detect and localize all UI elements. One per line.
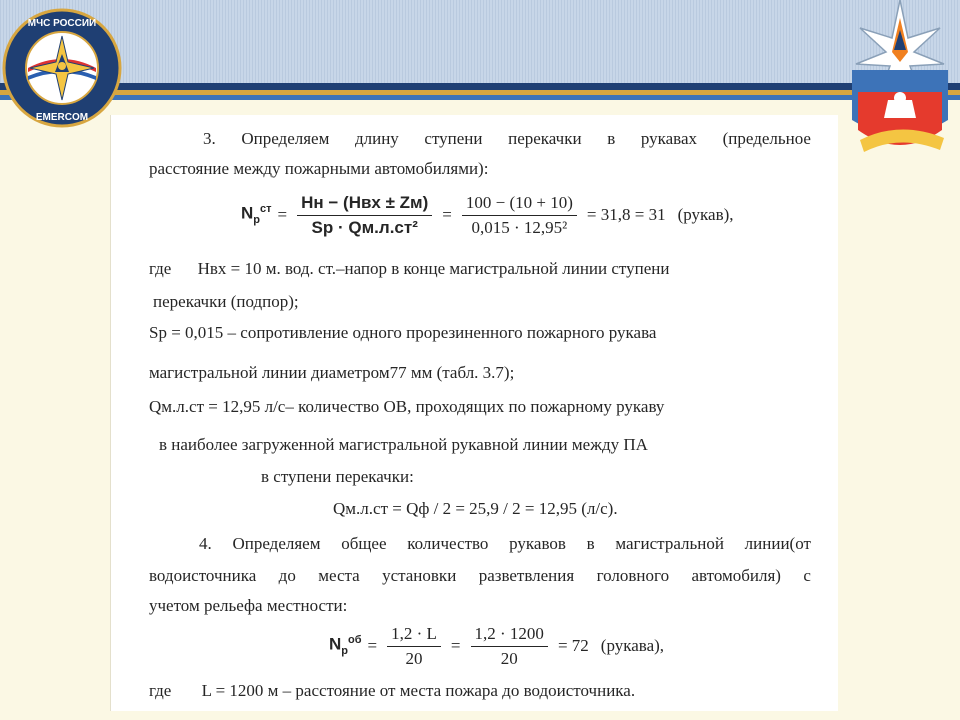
where-label: где (149, 259, 172, 278)
h-definition-line2: перекачки (подпор); (153, 292, 299, 311)
equals-sign: = (277, 205, 288, 224)
l-definition-text: L = 1200 м – расстояние от места пожара до водоисточника. (201, 681, 636, 700)
word: головного (596, 566, 670, 585)
word: 3. (203, 129, 216, 148)
formula-lhs: $N_р^{об}$ (329, 634, 362, 658)
word: рукавах (640, 129, 697, 148)
word: количество (407, 534, 489, 553)
word: разветвления (478, 566, 575, 585)
formula-fraction-1 (387, 624, 441, 669)
step4-formula (329, 618, 664, 674)
word: автомобиля) (691, 566, 781, 585)
formula-unit: (рукав), (677, 205, 734, 224)
word: в (586, 534, 595, 553)
fraction-denominator: 20 (500, 648, 518, 668)
header-stripe-blue (0, 95, 960, 100)
q-definition: Qм.л.ст = 12,95 л/с– количество ОВ, проходящих по пожарному рукаву (149, 397, 665, 416)
equals-sign: = (450, 636, 461, 655)
word: места (318, 566, 360, 585)
svg-text:EMERCOM: EMERCOM (35, 112, 89, 123)
header-band (0, 0, 960, 84)
formula-unit: (рукава), (600, 636, 665, 655)
fraction-numerator: 100 − (10 + 10) (462, 193, 577, 216)
word: длину (354, 129, 399, 148)
word: с (803, 566, 811, 585)
regional-emblem (840, 0, 960, 170)
word: (предельное (722, 129, 811, 148)
formula-fraction-2 (462, 193, 577, 238)
document-page (110, 115, 838, 711)
q-definition-line3: в ступени перекачки: (261, 467, 414, 486)
word: водоисточника (149, 566, 257, 585)
fraction-numerator: 1,2 · 1200 (471, 624, 548, 647)
step3-formula (241, 187, 734, 243)
s-definition: Sр = 0,015 – сопротивление одного прорезиненного пожарного рукава (149, 323, 657, 342)
fraction-numerator: 1,2 · L (387, 624, 441, 647)
word: установки (382, 566, 457, 585)
step4-intro-line1 (199, 534, 811, 554)
step4-intro-line2 (149, 566, 811, 586)
q-formula: Qм.л.ст = Qф / 2 = 25,9 / 2 = 12,95 (л/с). (333, 499, 618, 518)
word: Определяем (232, 534, 321, 553)
formula-fraction-2 (471, 624, 548, 669)
h-definition (149, 259, 669, 279)
step4-intro-line3: учетом рельефа местности: (149, 596, 348, 615)
formula-result: = 31,8 = 31 (586, 205, 666, 224)
word: общее (341, 534, 387, 553)
equals-sign: = (367, 636, 378, 655)
emercom-logo-text: МЧС РОССИИ (27, 18, 97, 29)
l-definition (149, 681, 635, 701)
step3-intro-line2: расстояние между пожарными автомобилями): (149, 159, 489, 178)
where-label: где (149, 681, 172, 700)
formula-result: = 72 (557, 636, 589, 655)
fraction-denominator: Sр · Qм.л.ст² (311, 217, 418, 237)
word: до (278, 566, 296, 585)
fraction-numerator: Hн − (Hвх ± Zм) (297, 193, 432, 216)
word: в (607, 129, 616, 148)
formula-fraction-1 (297, 193, 432, 238)
formula-lhs: $N_р^{ст}$ (241, 203, 272, 227)
q-definition-line2: в наиболее загруженной магистральной рукавной линии между ПА (159, 435, 648, 454)
equals-sign: = (442, 205, 452, 224)
emercom-logo (0, 6, 124, 130)
h-definition-text: Hвх = 10 м. вод. ст.–напор в конце магистральной линии ступени (197, 259, 670, 278)
word: ступени (424, 129, 483, 148)
step3-intro-line1 (203, 129, 811, 149)
s-definition-line2: магистральной линии диаметром77 мм (табл. 3.7); (149, 363, 515, 382)
word: магистральной (615, 534, 724, 553)
header-stripe-navy (0, 83, 960, 90)
fraction-denominator: 0,015 · 12,95² (471, 217, 568, 237)
word: 4. (199, 534, 212, 553)
word: перекачки (508, 129, 582, 148)
fraction-denominator: 20 (405, 648, 423, 668)
word: Определяем (241, 129, 330, 148)
word: линии(от (744, 534, 811, 553)
word: рукавов (509, 534, 566, 553)
